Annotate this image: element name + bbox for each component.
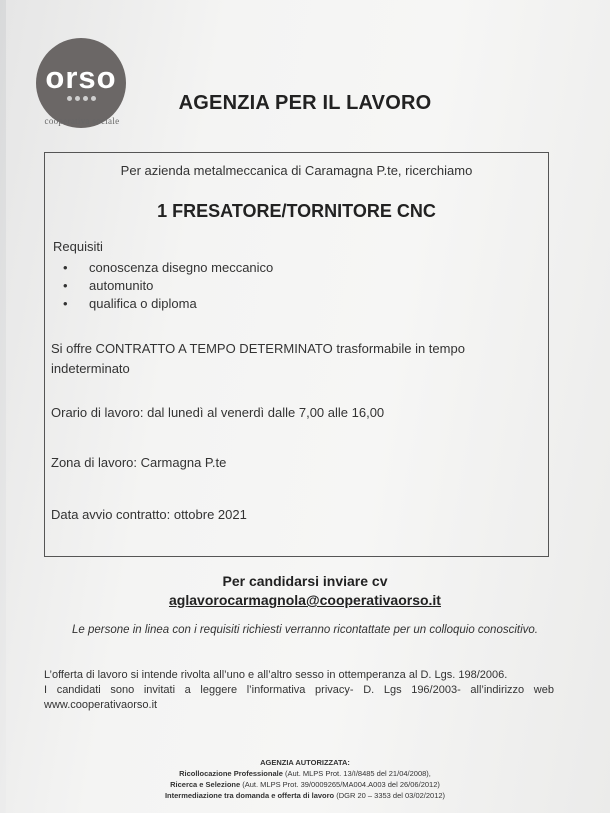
apply-title: Per candidarsi inviare cv — [222, 573, 388, 589]
bullet-icon: • — [63, 296, 68, 311]
agency-title: AGENZIA AUTORIZZATA: — [260, 758, 350, 767]
agency-authorization — [140, 757, 470, 801]
bullet-icon: • — [63, 278, 68, 293]
agency-line: Intermediazione tra domanda e offerta di lavoro (DGR 20 – 3353 del 03/02/2012) — [164, 791, 446, 800]
work-zone: Zona di lavoro: Carmagna P.te — [51, 455, 227, 470]
orso-logo — [36, 38, 126, 128]
list-item: • conoscenza disegno meccanico — [63, 260, 274, 275]
privacy-text: I candidati sono invitati a leggere l’informativa privacy- D. Lgs 196/2003- all’indirizzo web www.cooperativaorso.it — [44, 684, 554, 711]
logo-dots-icon — [67, 96, 96, 101]
job-offer-box — [44, 152, 549, 557]
selection-note: Le persone in linea con i requisiti richiesti verranno ricontattate per un colloquio conoscitivo. — [71, 624, 538, 636]
requirements-list — [63, 259, 273, 313]
job-role: 1 FRESATORE/TORNITORE CNC — [157, 201, 436, 221]
requirements-title: Requisiti — [53, 239, 103, 254]
agency-line: Ricerca e Selezione (Aut. MLPS Prot. 39/0009265/MA004.A003 del 26/06/2012) — [170, 780, 440, 789]
equal-opportunity-text: L’offerta di lavoro si intende rivolta all’uno e all’altro sesso in ottemperanza al D. Lgs. 198/2006. — [44, 669, 508, 681]
logo-subtitle: cooperativa sociale — [44, 116, 120, 126]
work-schedule: Orario di lavoro: dal lunedì al venerdì dalle 7,00 alle 16,00 — [51, 405, 385, 420]
offer-intro: Per azienda metalmeccanica di Caramagna P.te, ricerchiamo — [120, 163, 473, 178]
legal-notice — [44, 668, 554, 713]
contract-start-date: Data avvio contratto: ottobre 2021 — [51, 507, 247, 522]
agency-line: Ricollocazione Professionale (Aut. MLPS Prot. 13/I/8485 del 21/04/2008), — [179, 769, 431, 778]
contract-offer: Si offre CONTRATTO A TEMPO DETERMINATO trasformabile in tempo indeterminato — [51, 341, 465, 376]
page-title: AGENZIA PER IL LAVORO — [178, 92, 432, 114]
apply-email-link[interactable]: aglavorocarmagnola@cooperativaorso.it — [169, 592, 441, 608]
list-item: • qualifica o diploma — [63, 296, 197, 311]
list-item: • automunito — [63, 278, 154, 293]
logo-text: orso — [45, 59, 117, 95]
bullet-icon: • — [63, 260, 68, 275]
